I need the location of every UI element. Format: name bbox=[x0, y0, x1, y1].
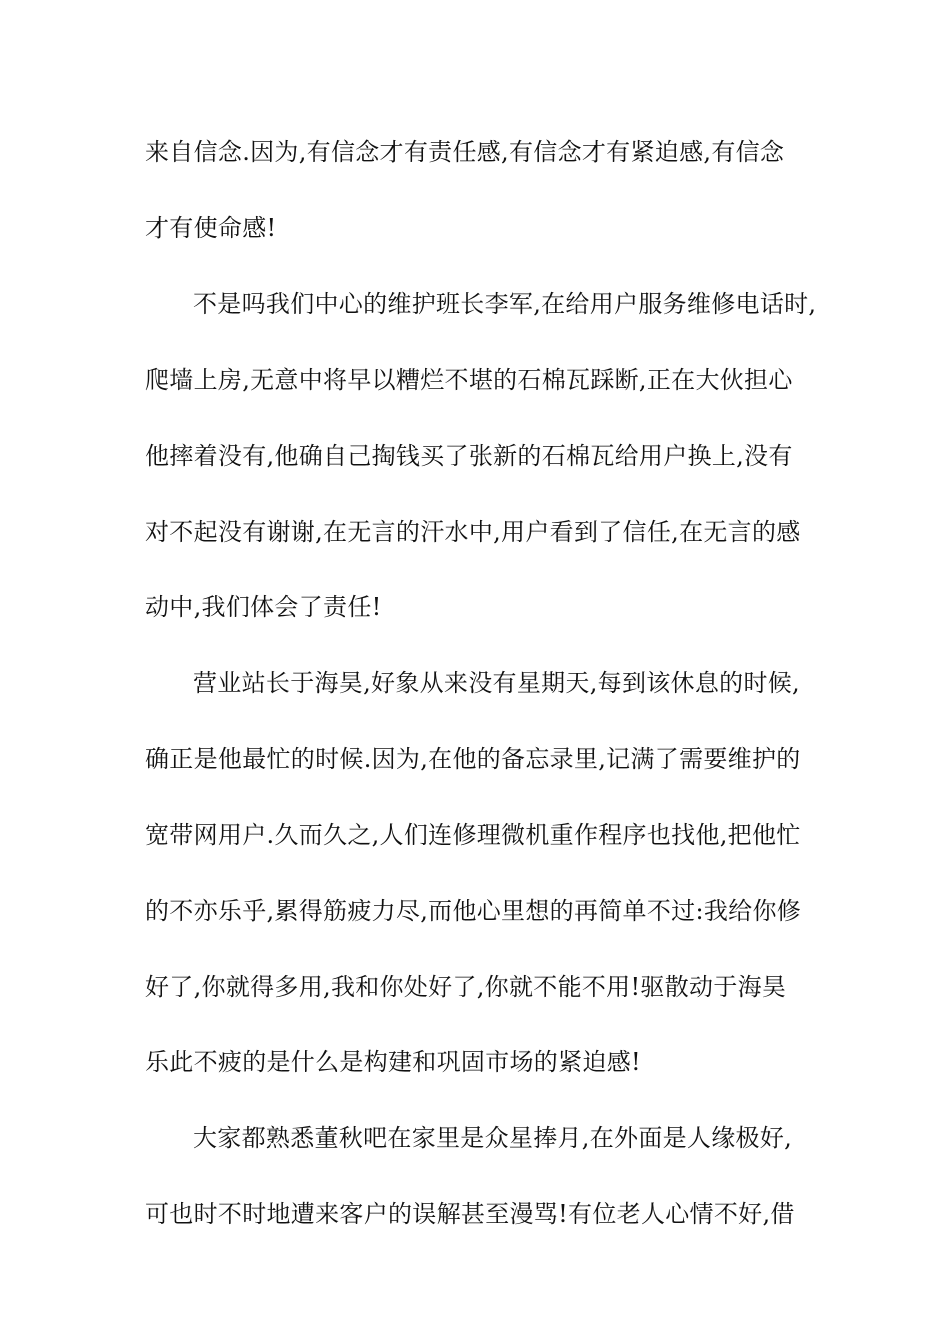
text-line: 宽带网用户.久而久之,人们连修理微机重作程序也找他,把他忙 bbox=[145, 821, 801, 849]
text-line: 他摔着没有,他确自己掏钱买了张新的石棉瓦给用户换上,没有 bbox=[145, 442, 793, 470]
text-line: 来自信念.因为,有信念才有责任感,有信念才有紧迫感,有信念 bbox=[145, 138, 785, 166]
paragraph-first-line: 不是吗我们中心的维护班长李军,在给用户服务维修电话时, bbox=[193, 290, 817, 318]
paragraph-first-line: 大家都熟悉董秋吧在家里是众星捧月,在外面是人缘极好, bbox=[193, 1124, 793, 1152]
paragraph-first-line: 营业站长于海昊,好象从来没有星期天,每到该休息的时候, bbox=[193, 669, 800, 697]
text-line: 才有使命感! bbox=[145, 214, 277, 242]
text-line: 乐此不疲的是什么是构建和巩固市场的紧迫感! bbox=[145, 1048, 641, 1076]
text-line: 爬墙上房,无意中将早以糟烂不堪的石棉瓦踩断,正在大伙担心 bbox=[145, 366, 793, 394]
text-line: 动中,我们体会了责任! bbox=[145, 593, 382, 621]
text-line: 的不亦乐乎,累得筋疲力尽,而他心里想的再简单不过:我给你修 bbox=[145, 897, 802, 925]
text-line: 确正是他最忙的时候.因为,在他的备忘录里,记满了需要维护的 bbox=[145, 745, 801, 773]
text-line: 好了,你就得多用,我和你处好了,你就不能不用!驱散动于海昊 bbox=[145, 973, 787, 1001]
text-line: 可也时不时地遭来客户的误解甚至漫骂!有位老人心情不好,借 bbox=[145, 1200, 795, 1228]
text-line: 对不起没有谢谢,在无言的汗水中,用户看到了信任,在无言的感 bbox=[145, 518, 801, 546]
